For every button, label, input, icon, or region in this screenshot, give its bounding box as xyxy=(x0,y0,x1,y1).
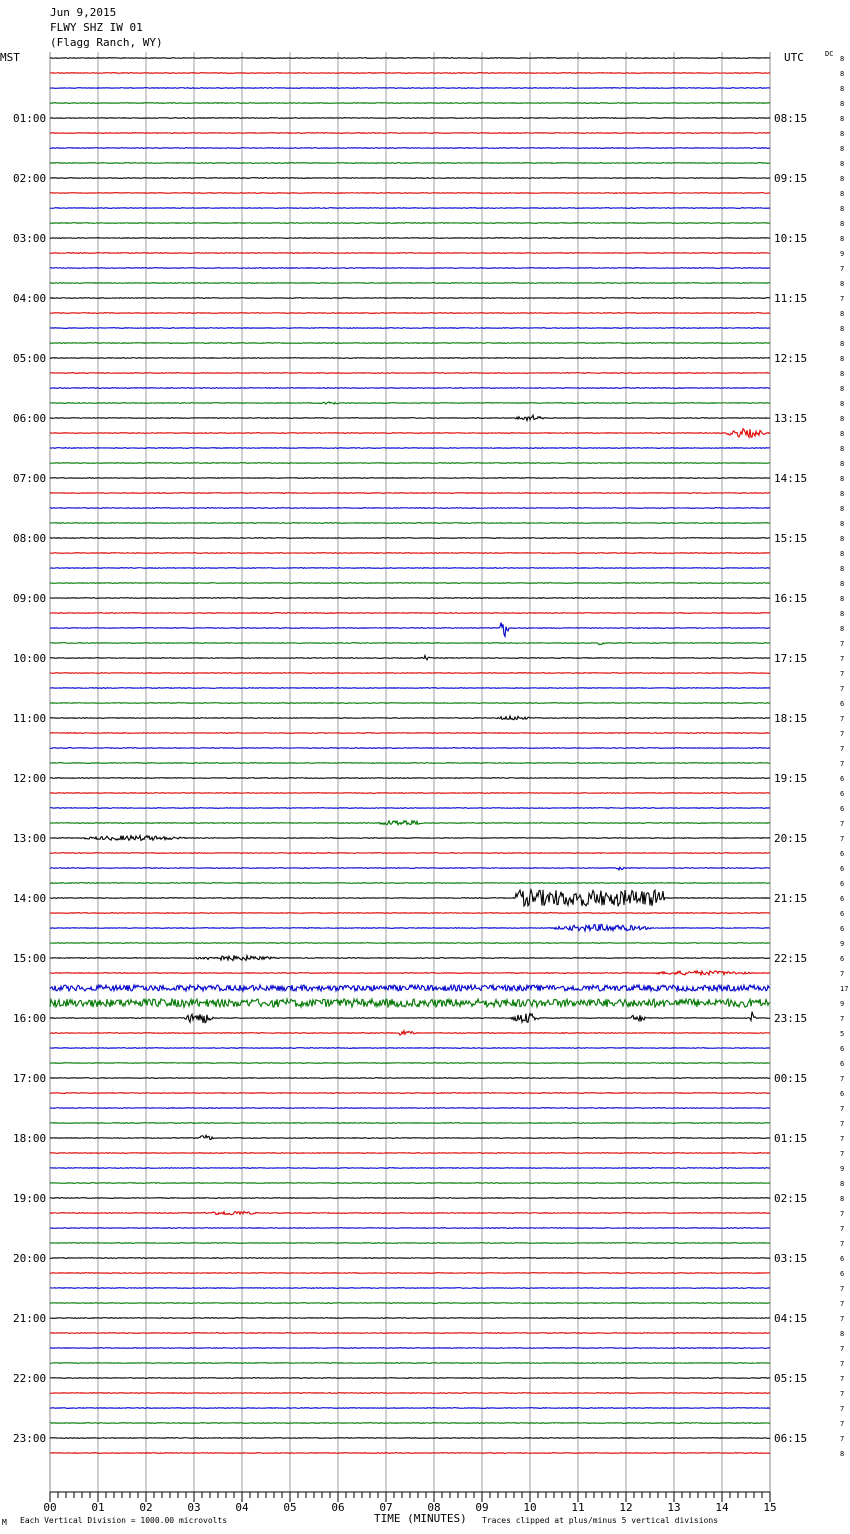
trace-line xyxy=(50,656,770,660)
x-tick-label: 02 xyxy=(139,1501,153,1514)
dc-value: 8 xyxy=(840,115,845,123)
x-axis xyxy=(43,1492,776,1514)
trace-line xyxy=(50,883,770,884)
dc-value: 6 xyxy=(840,1045,845,1053)
dc-value: 7 xyxy=(840,730,845,738)
dc-value: 6 xyxy=(840,1270,845,1278)
trace-line xyxy=(50,1135,770,1139)
dc-value: 7 xyxy=(840,1015,845,1023)
trace-line xyxy=(50,1318,770,1319)
dc-value: 7 xyxy=(840,760,845,768)
clip-note: Traces clipped at plus/minus 5 vertical divisions xyxy=(482,1516,719,1525)
trace-line xyxy=(50,943,770,944)
dc-value: 9 xyxy=(840,1165,845,1173)
trace-line xyxy=(50,88,770,89)
x-tick-label: 04 xyxy=(235,1501,249,1514)
left-hour-label: 10:00 xyxy=(13,652,47,665)
trace-line xyxy=(50,1348,770,1349)
dc-value: 6 xyxy=(840,910,845,918)
dc-value: 9 xyxy=(840,250,845,258)
trace-line xyxy=(50,821,770,825)
trace-line xyxy=(50,148,770,149)
trace-line xyxy=(50,283,770,284)
dc-value: 7 xyxy=(840,835,845,843)
trace-line xyxy=(50,598,770,599)
dc-value: 7 xyxy=(840,715,845,723)
dc-value: 7 xyxy=(840,1240,845,1248)
right-hour-label: 14:15 xyxy=(774,472,808,485)
left-hour-label: 17:00 xyxy=(13,1072,47,1085)
trace-line xyxy=(50,298,770,299)
trace-line xyxy=(50,999,770,1007)
dc-value: 8 xyxy=(840,625,845,633)
trace-line xyxy=(50,358,770,359)
trace-line xyxy=(50,553,770,554)
dc-value: 8 xyxy=(840,1330,845,1338)
left-hour-label: 14:00 xyxy=(13,892,47,905)
dc-value: 7 xyxy=(840,970,845,978)
dc-value: 8 xyxy=(840,145,845,153)
trace-line xyxy=(50,1408,770,1409)
trace-line xyxy=(50,1048,770,1049)
right-hour-label: 15:15 xyxy=(774,532,808,545)
dc-value: 8 xyxy=(840,70,845,78)
dc-value: 6 xyxy=(840,880,845,888)
trace-line xyxy=(50,58,770,59)
trace-line xyxy=(50,493,770,494)
right-hour-label: 09:15 xyxy=(774,172,808,185)
trace-line xyxy=(50,613,770,614)
dc-value: 17 xyxy=(840,985,849,993)
dc-value: 9 xyxy=(840,940,845,948)
trace-line xyxy=(50,1288,770,1289)
dc-value: 6 xyxy=(840,1255,845,1263)
right-hour-label: 16:15 xyxy=(774,592,808,605)
dc-header-label: DC xyxy=(825,50,834,58)
right-hour-label: 00:15 xyxy=(774,1072,808,1085)
trace-line xyxy=(50,913,770,914)
trace-line xyxy=(50,268,770,269)
left-hour-label: 06:00 xyxy=(13,412,47,425)
trace-line xyxy=(50,1243,770,1244)
trace-line xyxy=(50,716,770,720)
trace-line xyxy=(50,867,770,870)
right-hour-label: 12:15 xyxy=(774,352,808,365)
trace-line xyxy=(50,103,770,104)
left-hour-label: 02:00 xyxy=(13,172,47,185)
left-hour-labels xyxy=(13,112,46,1445)
dc-value: 8 xyxy=(840,220,845,228)
dc-value: 7 xyxy=(840,640,845,648)
trace-line xyxy=(50,673,770,674)
dc-value: 7 xyxy=(840,1105,845,1113)
trace-line xyxy=(50,253,770,254)
trace-line xyxy=(50,388,770,389)
dc-value: 7 xyxy=(840,1420,845,1428)
trace-line xyxy=(50,508,770,509)
dc-value: 8 xyxy=(840,400,845,408)
trace-line xyxy=(50,583,770,584)
x-tick-label: 03 xyxy=(187,1501,201,1514)
trace-line xyxy=(50,448,770,449)
dc-value: 8 xyxy=(840,595,845,603)
dc-value: 7 xyxy=(840,1120,845,1128)
left-hour-label: 12:00 xyxy=(13,772,47,785)
left-hour-label: 16:00 xyxy=(13,1012,47,1025)
scale-note: Each Vertical Division = 1000.00 microvolts xyxy=(20,1516,228,1525)
x-tick-label: 11 xyxy=(571,1501,585,1514)
x-tick-label: 00 xyxy=(43,1501,57,1514)
right-hour-label: 13:15 xyxy=(774,412,808,425)
right-hour-label: 02:15 xyxy=(774,1192,808,1205)
trace-line xyxy=(50,1093,770,1094)
dc-value: 8 xyxy=(840,550,845,558)
right-hour-label: 06:15 xyxy=(774,1432,808,1445)
dc-value: 7 xyxy=(840,1285,845,1293)
dc-value: 8 xyxy=(840,415,845,423)
x-tick-label: 07 xyxy=(379,1501,393,1514)
trace-line xyxy=(50,955,770,960)
right-hour-label: 20:15 xyxy=(774,832,808,845)
dc-value: 7 xyxy=(840,1435,845,1443)
trace-line xyxy=(50,373,770,374)
trace-line xyxy=(50,1333,770,1334)
trace-line xyxy=(50,703,770,704)
left-hour-label: 22:00 xyxy=(13,1372,47,1385)
trace-line xyxy=(50,924,770,931)
trace-line xyxy=(50,463,770,464)
trace-line xyxy=(50,415,770,420)
left-hour-label: 13:00 xyxy=(13,832,47,845)
dc-value: 8 xyxy=(840,340,845,348)
trace-line xyxy=(50,808,770,809)
dc-value: 8 xyxy=(840,160,845,168)
trace-line xyxy=(50,523,770,524)
trace-line xyxy=(50,238,770,239)
dc-value: 7 xyxy=(840,1390,845,1398)
dc-value: 8 xyxy=(840,490,845,498)
right-hour-label: 19:15 xyxy=(774,772,808,785)
dc-value: 8 xyxy=(840,325,845,333)
x-tick-label: 13 xyxy=(667,1501,681,1514)
dc-value: 7 xyxy=(840,1375,845,1383)
trace-line xyxy=(50,1198,770,1199)
dc-value: 8 xyxy=(840,370,845,378)
right-hour-label: 05:15 xyxy=(774,1372,808,1385)
dc-value: 6 xyxy=(840,865,845,873)
dc-value: 8 xyxy=(840,610,845,618)
left-hour-label: 20:00 xyxy=(13,1252,47,1265)
trace-line xyxy=(50,1303,770,1304)
dc-value: 8 xyxy=(840,385,845,393)
trace-line xyxy=(50,208,770,209)
x-tick-label: 15 xyxy=(763,1501,777,1514)
x-tick-label: 01 xyxy=(91,1501,105,1514)
dc-value: 7 xyxy=(840,1135,845,1143)
trace-line xyxy=(50,538,770,539)
dc-value: 8 xyxy=(840,190,845,198)
dc-value: 8 xyxy=(840,175,845,183)
x-tick-label: 08 xyxy=(427,1501,441,1514)
trace-line xyxy=(50,1438,770,1439)
trace-line xyxy=(50,163,770,164)
trace-line xyxy=(50,343,770,344)
x-tick-label: 09 xyxy=(475,1501,489,1514)
trace-line xyxy=(50,478,770,479)
trace-line xyxy=(50,328,770,329)
dc-value: 6 xyxy=(840,1090,845,1098)
dc-value: 8 xyxy=(840,460,845,468)
trace-line xyxy=(50,836,770,841)
trace-line xyxy=(50,793,770,794)
dc-value: 8 xyxy=(840,535,845,543)
dc-value: 7 xyxy=(840,1210,845,1218)
left-hour-label: 05:00 xyxy=(13,352,47,365)
dc-value: 8 xyxy=(840,100,845,108)
dc-value: 7 xyxy=(840,670,845,678)
right-hour-label: 17:15 xyxy=(774,652,808,665)
right-hour-label: 22:15 xyxy=(774,952,808,965)
corner-mark: M xyxy=(2,1518,7,1527)
trace-line xyxy=(50,971,770,975)
trace-rows xyxy=(50,58,770,1454)
left-hour-label: 04:00 xyxy=(13,292,47,305)
trace-line xyxy=(50,890,770,906)
dc-values xyxy=(840,55,848,1458)
header-date: Jun 9,2015 xyxy=(50,6,117,19)
trace-line xyxy=(50,1063,770,1064)
right-hour-labels xyxy=(774,112,807,1445)
left-hour-label: 19:00 xyxy=(13,1192,47,1205)
header-station: FLWY SHZ IW 01 xyxy=(50,21,143,34)
dc-value: 7 xyxy=(840,655,845,663)
trace-line xyxy=(50,178,770,179)
left-hour-label: 23:00 xyxy=(13,1432,47,1445)
dc-value: 8 xyxy=(840,85,845,93)
left-hour-label: 15:00 xyxy=(13,952,47,965)
trace-line xyxy=(50,778,770,779)
dc-value: 8 xyxy=(840,55,845,63)
header-location: (Flagg Ranch, WY) xyxy=(50,36,163,49)
trace-line xyxy=(50,688,770,689)
dc-value: 8 xyxy=(840,580,845,588)
trace-line xyxy=(50,193,770,194)
trace-line xyxy=(50,118,770,119)
trace-line xyxy=(50,1012,770,1023)
dc-value: 8 xyxy=(840,1195,845,1203)
dc-value: 9 xyxy=(840,1000,845,1008)
dc-value: 8 xyxy=(840,445,845,453)
dc-value: 7 xyxy=(840,1075,845,1083)
dc-value: 6 xyxy=(840,925,845,933)
trace-line xyxy=(50,733,770,734)
trace-line xyxy=(50,763,770,764)
x-axis-title: TIME (MINUTES) xyxy=(374,1512,467,1525)
dc-value: 8 xyxy=(840,505,845,513)
right-timezone-label: UTC xyxy=(784,51,804,64)
trace-line xyxy=(50,313,770,314)
dc-value: 8 xyxy=(840,475,845,483)
trace-line xyxy=(50,1453,770,1454)
left-hour-label: 07:00 xyxy=(13,472,47,485)
dc-value: 8 xyxy=(840,1180,845,1188)
trace-line xyxy=(50,1168,770,1169)
dc-value: 7 xyxy=(840,685,845,693)
x-tick-label: 06 xyxy=(331,1501,345,1514)
trace-line xyxy=(50,568,770,569)
trace-line xyxy=(50,643,770,645)
trace-line xyxy=(50,1108,770,1109)
trace-line xyxy=(50,1363,770,1364)
dc-value: 8 xyxy=(840,205,845,213)
dc-value: 8 xyxy=(840,235,845,243)
x-tick-label: 12 xyxy=(619,1501,633,1514)
dc-value: 7 xyxy=(840,1360,845,1368)
trace-line xyxy=(50,985,770,991)
right-hour-label: 04:15 xyxy=(774,1312,808,1325)
left-timezone-label: MST xyxy=(0,51,20,64)
dc-value: 6 xyxy=(840,805,845,813)
left-hour-label: 09:00 xyxy=(13,592,47,605)
dc-value: 7 xyxy=(840,295,845,303)
dc-value: 7 xyxy=(840,1225,845,1233)
right-hour-label: 18:15 xyxy=(774,712,808,725)
dc-value: 8 xyxy=(840,355,845,363)
trace-line xyxy=(50,1423,770,1424)
trace-line xyxy=(50,1031,770,1035)
right-hour-label: 21:15 xyxy=(774,892,808,905)
dc-value: 7 xyxy=(840,820,845,828)
right-hour-label: 10:15 xyxy=(774,232,808,245)
dc-value: 6 xyxy=(840,790,845,798)
dc-value: 8 xyxy=(840,430,845,438)
trace-line xyxy=(50,1378,770,1379)
dc-value: 8 xyxy=(840,1450,845,1458)
dc-value: 8 xyxy=(840,130,845,138)
right-hour-label: 03:15 xyxy=(774,1252,808,1265)
dc-value: 7 xyxy=(840,265,845,273)
dc-value: 8 xyxy=(840,565,845,573)
trace-line xyxy=(50,748,770,749)
right-hour-label: 01:15 xyxy=(774,1132,808,1145)
dc-value: 6 xyxy=(840,955,845,963)
dc-value: 5 xyxy=(840,1030,845,1038)
trace-line xyxy=(50,1078,770,1079)
trace-line xyxy=(50,1183,770,1184)
trace-line xyxy=(50,1273,770,1274)
dc-value: 8 xyxy=(840,310,845,318)
dc-value: 6 xyxy=(840,850,845,858)
trace-line xyxy=(50,133,770,134)
trace-line xyxy=(50,223,770,224)
right-hour-label: 08:15 xyxy=(774,112,808,125)
trace-line xyxy=(50,1393,770,1394)
dc-value: 7 xyxy=(840,1315,845,1323)
dc-value: 7 xyxy=(840,1405,845,1413)
trace-line xyxy=(50,1153,770,1154)
dc-value: 8 xyxy=(840,280,845,288)
dc-value: 6 xyxy=(840,700,845,708)
trace-line xyxy=(50,1258,770,1259)
trace-line xyxy=(50,73,770,74)
dc-value: 7 xyxy=(840,745,845,753)
dc-value: 6 xyxy=(840,775,845,783)
x-tick-label: 05 xyxy=(283,1501,297,1514)
trace-line xyxy=(50,853,770,854)
dc-value: 7 xyxy=(840,1300,845,1308)
left-hour-label: 03:00 xyxy=(13,232,47,245)
right-hour-label: 23:15 xyxy=(774,1012,808,1025)
dc-value: 7 xyxy=(840,1345,845,1353)
left-hour-label: 18:00 xyxy=(13,1132,47,1145)
trace-line xyxy=(50,622,770,636)
left-hour-label: 08:00 xyxy=(13,532,47,545)
left-hour-label: 01:00 xyxy=(13,112,47,125)
trace-line xyxy=(50,402,770,404)
trace-line xyxy=(50,1211,770,1214)
dc-value: 7 xyxy=(840,1150,845,1158)
dc-value: 6 xyxy=(840,895,845,903)
trace-line xyxy=(50,1123,770,1124)
dc-value: 6 xyxy=(840,1060,845,1068)
trace-line xyxy=(50,429,770,438)
x-tick-label: 14 xyxy=(715,1501,729,1514)
left-hour-label: 21:00 xyxy=(13,1312,47,1325)
trace-line xyxy=(50,1228,770,1229)
left-hour-label: 11:00 xyxy=(13,712,47,725)
dc-value: 8 xyxy=(840,520,845,528)
right-hour-label: 11:15 xyxy=(774,292,808,305)
x-tick-label: 10 xyxy=(523,1501,537,1514)
